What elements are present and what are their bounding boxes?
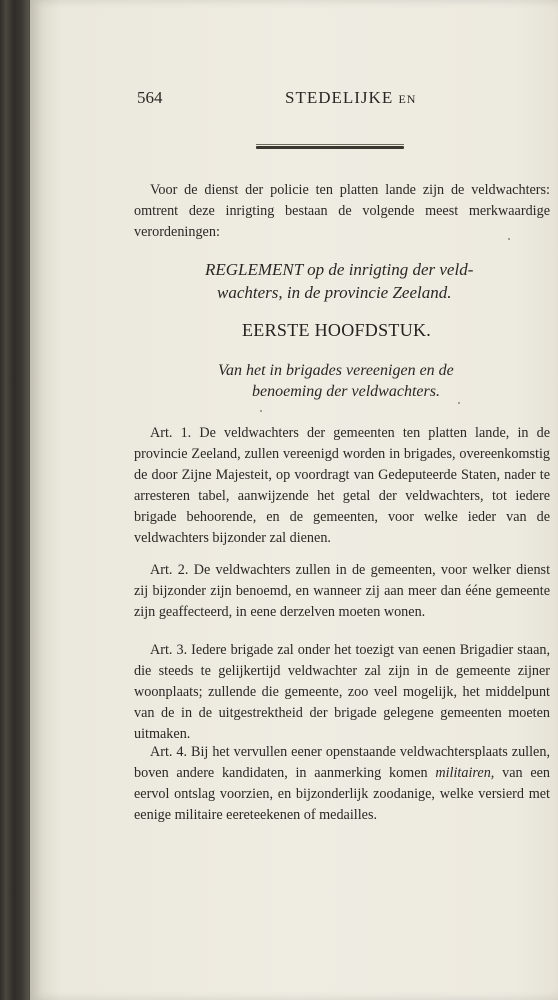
chapter-heading: EERSTE HOOFDSTUK. (242, 320, 432, 340)
book-page (30, 0, 558, 1000)
article-3-label: Art. 3. (150, 642, 188, 658)
reglement-title (205, 258, 545, 304)
section-heading (218, 360, 518, 402)
article-2 (134, 560, 550, 623)
reglement-line-1: REGLEMENT op de inrigting der veld- (205, 260, 474, 279)
paper-speck (458, 402, 460, 404)
section-line-2: benoeming der veldwachters. (252, 383, 440, 400)
article-4-label: Art. 4. (150, 744, 188, 760)
article-2-text: De veldwachters zullen in de gemeenten, voor welker dienst zij bijzonder zijn benoemd, en wanneer zij aan meer dan ééne gemeente zijn geaffecteerd, in eene derzelven moeten wonen. (134, 562, 551, 620)
article-4-text-before: Bij het vervullen eener openstaande veldwachtersplaats zullen, boven andere kandidaten, in aanmerking komen (134, 744, 550, 781)
intro-paragraph (134, 180, 550, 243)
running-title-main: STEDELIJKE (285, 88, 394, 107)
article-4 (134, 742, 550, 826)
running-title-small: EN (398, 92, 417, 106)
page-number: 564 (137, 88, 163, 107)
article-4-text-italic: militairen, (435, 765, 495, 781)
intro-text: Voor de dienst der policie ten platten lande zijn de veldwachters: omtrent deze inrigting bestaan de volgende meest merkwaardige verordeningen: (134, 182, 550, 240)
running-title (285, 88, 416, 108)
paper-speck (260, 410, 262, 412)
header-rule (256, 146, 404, 149)
header-rule-thin (256, 144, 404, 145)
paper-speck (508, 238, 510, 240)
article-3 (134, 640, 550, 745)
article-1 (134, 423, 550, 549)
article-1-text: De veldwachters der gemeenten ten platten lande, in de provincie Zeeland, zullen vereenigd worden in brigades, overeenkomstig de door Zijne Majesteit, op voordragt van Gedeputeerde Staten, nader te arresteren tabel, aanwijzende het getal der veldwachters, tot iedere brigade behoorende, en de gemeenten, voor welke ieder van de veldwachters bijzonder zal dienen. (134, 425, 550, 546)
section-line-1: Van het in brigades vereenigen en de (218, 362, 454, 379)
article-2-label: Art. 2. (150, 562, 189, 578)
page-header (137, 88, 557, 116)
article-3-text: Iedere brigade zal onder het toezigt van eenen Brigadier staan, die steeds te gelijkertijd veldwachter zal zijn in de gemeente zijner woonplaats; zullende die gemeente, zoo veel mogelijk, het middelpunt van de in de uitgestrektheid der brigade gelegene gemeenten moeten uitmaken. (134, 642, 551, 742)
article-1-label: Art. 1. (150, 425, 192, 441)
article-4-text-after: van een eervol ontslag voorzien, en bijzonderlijk zoodanige, welke versierd met eenige militaire eereteekenen of medailles. (134, 765, 551, 823)
reglement-line-2: wachters, in de provincie Zeeland. (217, 283, 452, 302)
